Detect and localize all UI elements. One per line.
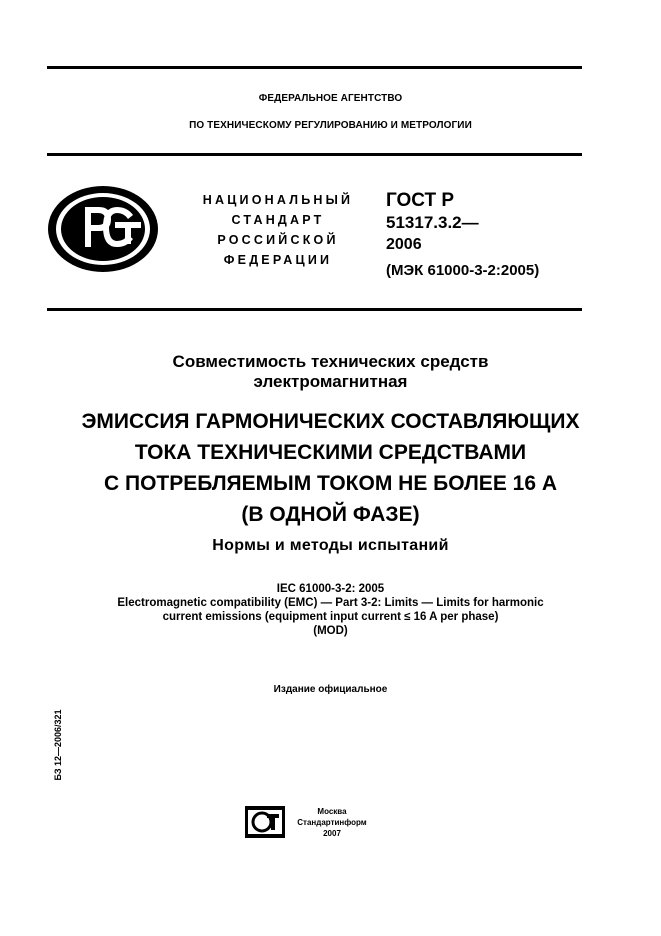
subtitle-line-1: Совместимость технических средств [172,352,489,371]
iec-line-3: current emissions (equipment input current ≤ 16 A per phase) [162,611,499,623]
methods-heading: Нормы и методы испытаний [212,537,449,554]
designation-bottom-rule [47,308,582,311]
gost-emblem-icon [47,185,159,273]
national-standard-label [188,190,368,270]
standard-designation [386,190,586,282]
national-standard-line: РОССИЙСКОЙ [217,233,339,247]
main-title-line: ЭМИССИЯ ГАРМОНИЧЕСКИХ СОСТАВЛЯЮЩИХ [81,410,580,433]
edition-label: Издание официальное [273,684,388,695]
iec-line-4: (MOD) [313,625,348,637]
agency-line-2: ПО ТЕХНИЧЕСКОМУ РЕГУЛИРОВАНИЮ И МЕТРОЛОГИИ [189,120,472,131]
iec-reference-block [0,582,661,638]
publisher-logo-icon [245,806,285,838]
national-standard-line: СТАНДАРТ [231,213,325,227]
top-rule [47,66,582,69]
subtitle-line-2: электромагнитная [253,372,408,391]
national-standard-line: НАЦИОНАЛЬНЫЙ [202,193,354,207]
gost-title: ГОСТ Р [386,190,455,211]
agency-line-1: ФЕДЕРАЛЬНОЕ АГЕНТСТВО [258,93,403,104]
main-title-line: ТОКА ТЕХНИЧЕСКИМИ СРЕДСТВАМИ [134,441,527,464]
gost-iec-reference: (МЭК 61000-3-2:2005) [386,262,540,279]
iec-line-1: IEC 61000-3-2: 2005 [276,583,385,595]
publisher-name: Стандартинформ [297,818,367,827]
main-title [0,406,661,530]
publisher-year: 2007 [323,829,341,838]
main-title-line: (В ОДНОЙ ФАЗЕ) [241,503,420,526]
gost-number: 51317.3.2— [386,213,479,232]
publisher-city: Москва [317,807,347,816]
publisher-block [292,806,372,839]
main-title-line: С ПОТРЕБЛЯЕМЫМ ТОКОМ НЕ БОЛЕЕ 16 А [103,472,558,495]
gost-year: 2006 [386,236,422,253]
header-bottom-rule [47,153,582,156]
national-standard-line: ФЕДЕРАЦИИ [223,253,333,267]
side-code: БЗ 12—2006/321 [53,709,63,781]
iec-line-2: Electromagnetic compatibility (EMC) — Part 3-2: Limits — Limits for harmonic [117,597,544,609]
